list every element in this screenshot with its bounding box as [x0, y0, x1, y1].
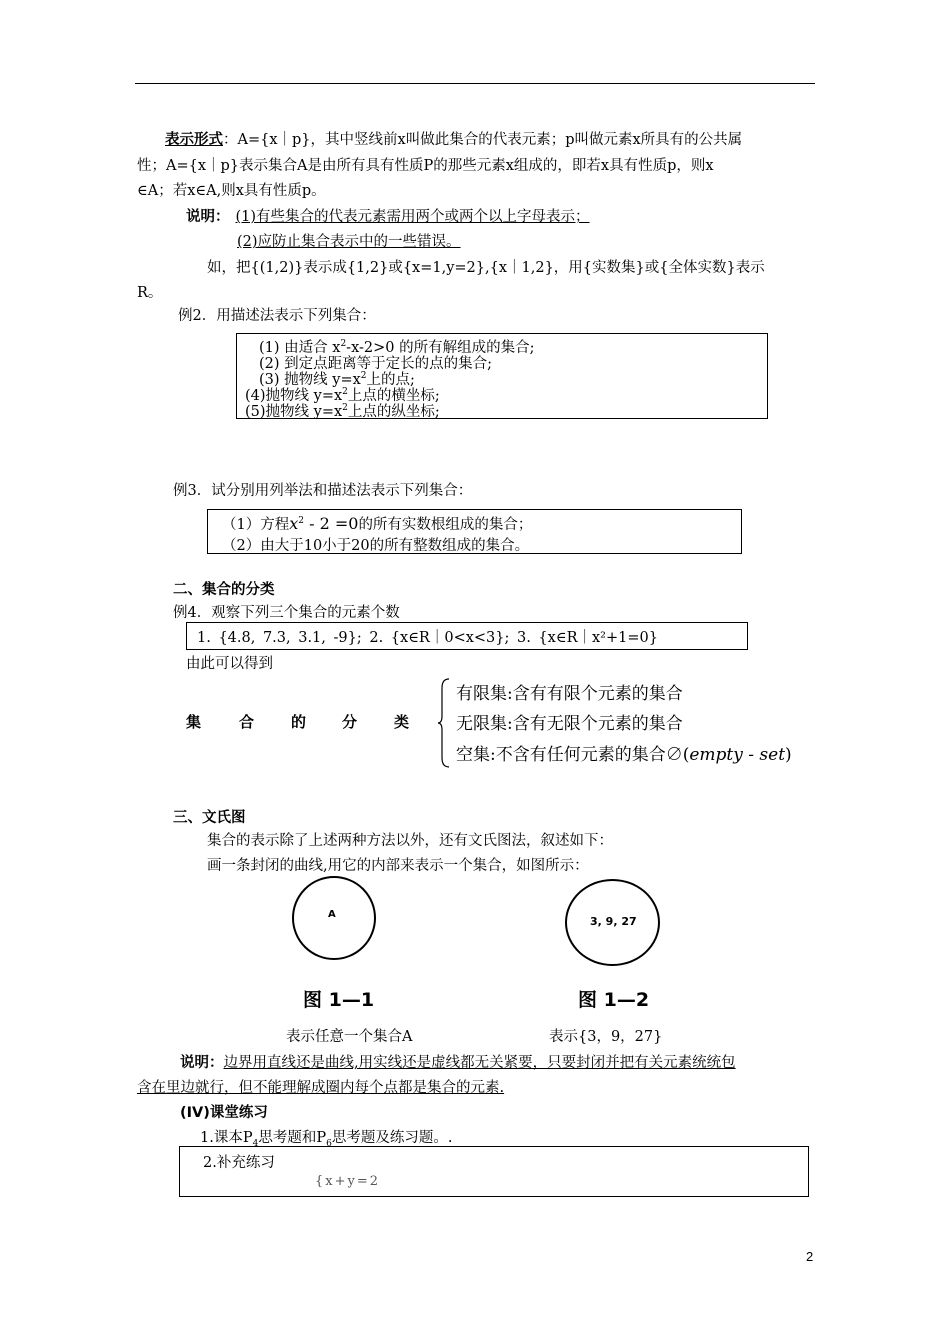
page-number: 2: [806, 1249, 814, 1264]
classify-label-3: 的: [291, 713, 307, 731]
classify-label-5: 类: [394, 713, 410, 731]
venn-note-line-1: 说明：边界用直线还是曲线,用实线还是虚线都无关紧要，只要封闭并把有关元素统统包: [180, 1055, 736, 1071]
section4-heading: (IV)课堂练习: [180, 1105, 268, 1121]
ex4-sets: 1. {4.8, 7.3, 3.1, -9}; 2. {x∈R｜0<x<3}; 3. {x∈R｜x²+1=0}: [197, 630, 658, 646]
venn-intro-1: 集合的表示除了上述两种方法以外，还有文氏图法，叙述如下：: [207, 833, 613, 849]
ex2-item-4: (4)抛物线 $y=x^2$上点的横坐标;: [245, 387, 440, 404]
ex3-item-1: （1）方程$x^2 - 2 =0$的所有实数根组成的集合；: [222, 514, 533, 533]
intro-line-2: 性；A={x｜p}表示集合A是由所有具有性质P的那些元素x组成的，即若x具有性质p，则x: [137, 158, 714, 174]
conclusion-text: 由此可以得到: [186, 656, 273, 672]
practice-box: [179, 1146, 809, 1197]
caption-2: 表示{3，9，27}: [549, 1029, 663, 1045]
ex2-title: 例2．用描述法表示下列集合：: [178, 308, 376, 324]
classify-label-2: 合: [239, 713, 255, 731]
venn-intro-2: 画一条封闭的曲线,用它的内部来表示一个集合，如图所示：: [207, 858, 589, 874]
ex2-item-5: (5)抛物线 $y=x^2$上点的纵坐标;: [245, 403, 440, 420]
ex3-item-2: （2）由大于10小于20的所有整数组成的集合。: [222, 538, 530, 554]
practice-line-1: 1.课本$P_4$思考题和$P_6$思考题及练习题。.: [200, 1130, 453, 1149]
note1-line-2: (2)应防止集合表示中的一些错误。: [237, 234, 461, 250]
caption-1: 表示任意一个集合A: [286, 1029, 413, 1045]
wrong-example-line-2: R。: [137, 285, 163, 301]
classify-label-1: 集: [186, 713, 202, 731]
wrong-example-line-1: 如，把{(1,2)}表示成{1,2}或{x=1,y=2},{x｜1,2}，用{实数集}或{全体实数}表示: [207, 260, 765, 276]
classify-label-4: 分: [342, 713, 358, 731]
ex4-title: 例4．观察下列三个集合的元素个数: [173, 605, 400, 621]
type-finite: 有限集:含有有限个元素的集合: [456, 684, 683, 704]
intro-line-3: ∈A；若x∈A,则x具有性质p。: [137, 183, 326, 199]
note1-line-1: 说明： (1)有些集合的代表元素需用两个或两个以上字母表示；: [186, 209, 590, 225]
practice-box-fragment: {x+y=2: [315, 1174, 381, 1189]
ex2-item-3: (3) 抛物线 $y=x^2$上的点;: [259, 371, 415, 388]
section2-heading: 二、集合的分类: [173, 582, 275, 598]
venn-circle-b-label: 3, 9, 27: [590, 915, 637, 928]
ex4-box: [186, 622, 748, 650]
type-infinite: 无限集:含有无限个元素的集合: [456, 714, 683, 734]
ex2-item-1: (1) 由适合 $x^2-x-2>0$ 的所有解组成的集合;: [259, 339, 535, 356]
header-rule: [135, 83, 815, 84]
section3-heading: 三、文氏图: [173, 810, 246, 826]
intro-line-1: 表示形式：A={x｜p}，其中竖线前x叫做此集合的代表元素；p叫做元素x所具有的公共属: [165, 132, 743, 148]
figure-1-1-label: 图 1—1: [303, 989, 375, 1011]
venn-note-line-2: 含在里边就行，但不能理解成圈内每个点都是集合的元素.: [137, 1080, 505, 1096]
figure-1-2-label: 图 1—2: [578, 989, 650, 1011]
ex2-box: [236, 333, 768, 419]
ex3-title: 例3．试分别用列举法和描述法表示下列集合：: [173, 483, 473, 499]
venn-circle-a-label: A: [328, 909, 336, 920]
practice-box-title: 2.补充练习: [203, 1155, 275, 1171]
classification-brace: [438, 678, 450, 768]
type-empty: 空集:不含有任何元素的集合∅(empty - set): [456, 745, 792, 765]
intro-label: 表示形式: [165, 132, 223, 148]
ex3-box: [207, 509, 742, 554]
ex2-item-2: (2) 到定点距离等于定长的点的集合;: [259, 356, 493, 372]
